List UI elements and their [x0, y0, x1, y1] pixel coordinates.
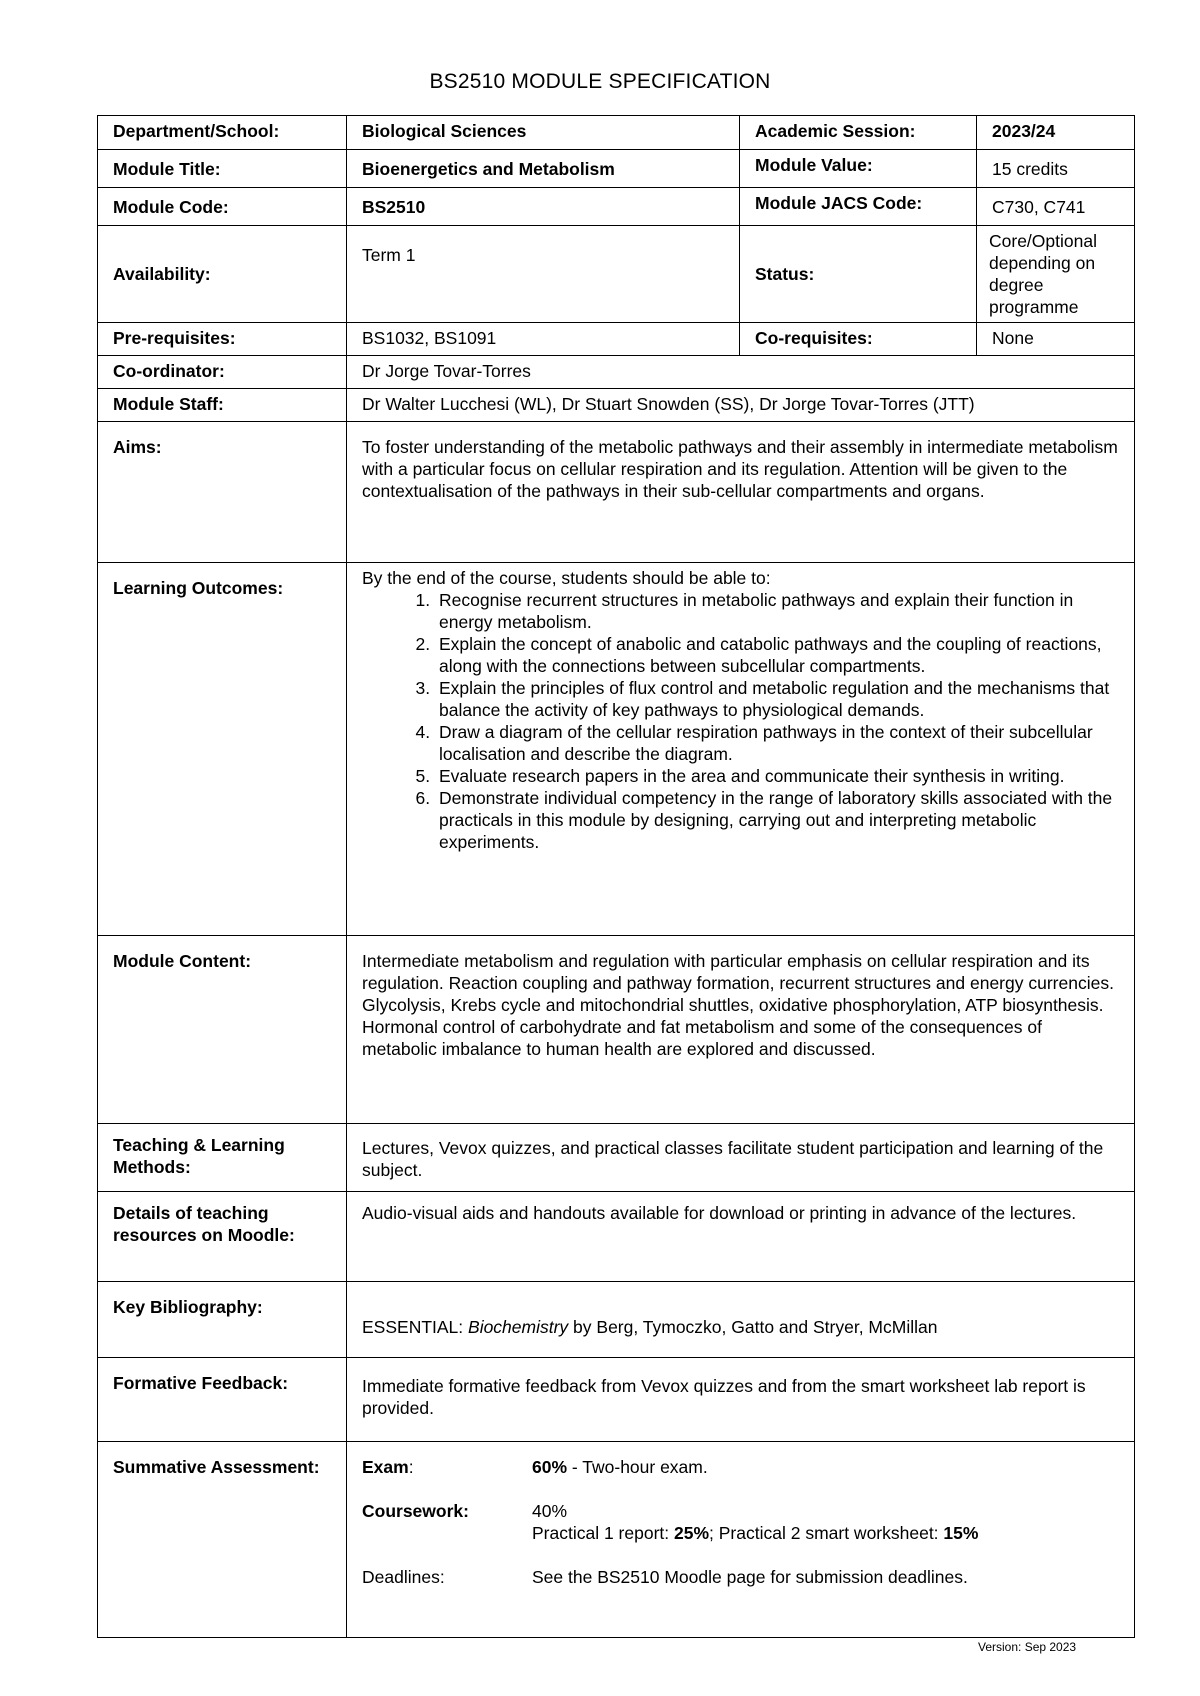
deadlines-value: See the BS2510 Moodle page for submission deadlines.: [532, 1567, 968, 1587]
prerequisites-label: Pre-requisites:: [98, 323, 347, 356]
module-title-label: Module Title:: [98, 150, 347, 188]
status-value: Core/Optional depending on degree programme: [977, 226, 1135, 323]
module-value-value: 15 credits: [977, 150, 1135, 188]
exam-row: [362, 1456, 1120, 1478]
content-label: Module Content:: [98, 936, 347, 1124]
module-title-value: Bioenergetics and Metabolism: [347, 150, 740, 188]
version-footer: Version: Sep 2023: [978, 1640, 1077, 1654]
list-item: 3. Explain the principles of flux control and metabolic regulation and the mechanisms that balance the activity of key pathways to physiological demands.: [435, 677, 1120, 721]
table-row: [98, 563, 1135, 936]
table-row: [98, 936, 1135, 1124]
corequisites-value: None: [977, 323, 1135, 356]
table-row: [98, 389, 1135, 422]
module-code-label: Module Code:: [98, 188, 347, 226]
bibliography-suffix: by Berg, Tymoczko, Gatto and Stryer, McMillan: [568, 1317, 938, 1337]
outcomes-intro: By the end of the course, students should be able to:: [362, 568, 771, 588]
coursework-row: [362, 1500, 1120, 1544]
table-row: [98, 1358, 1135, 1442]
content-value: Intermediate metabolism and regulation with particular emphasis on cellular respiration and its regulation. Reaction coupling and pathway formation, recurrent structures and energy currencies. Glycolysis, Krebs cycle and mitochondrial shuttles, oxidative phosphorylation, ATP biosynthesis. Hormonal control of carbohydrate and fat metabolism and some of the consequences of metabolic imbalance to human health are explored and discussed.: [347, 936, 1135, 1124]
deadlines-label: Deadlines:: [362, 1567, 445, 1587]
list-item: 4. Draw a diagram of the cellular respiration pathways in the context of their subcellular localisation and describe the diagram.: [435, 721, 1120, 765]
resources-value: Audio-visual aids and handouts available for download or printing in advance of the lectures.: [347, 1192, 1135, 1282]
jacs-label: Module JACS Code:: [740, 188, 977, 226]
aims-value: To foster understanding of the metabolic pathways and their assembly in intermediate metabolism with a particular focus on cellular respiration and its regulation. Attention will be given to the contextualisation of the pathways in their sub-cellular compartments and organs.: [347, 422, 1135, 563]
aims-label: Aims:: [98, 422, 347, 563]
practical-2-percent: 15%: [943, 1523, 979, 1543]
resources-label: Details of teaching resources on Moodle:: [98, 1192, 347, 1282]
module-code-value: BS2510: [347, 188, 740, 226]
table-row: [98, 1282, 1135, 1358]
table-row: [98, 150, 1135, 188]
outcomes-list: [362, 589, 1120, 853]
bibliography-value: [347, 1282, 1135, 1358]
teaching-value: Lectures, Vevox quizzes, and practical classes facilitate student participation and learning of the subject.: [347, 1124, 1135, 1192]
jacs-value: C730, C741: [977, 188, 1135, 226]
coordinator-label: Co-ordinator:: [98, 356, 347, 389]
coursework-label: Coursework:: [362, 1501, 469, 1521]
staff-value: Dr Walter Lucchesi (WL), Dr Stuart Snowden (SS), Dr Jorge Tovar-Torres (JTT): [347, 389, 1135, 422]
page-title: BS2510 MODULE SPECIFICATION: [429, 70, 771, 93]
exam-value: [532, 1456, 1120, 1478]
table-row: [98, 1124, 1135, 1192]
status-label: Status:: [740, 226, 977, 323]
module-value-label: Module Value:: [740, 150, 977, 188]
summative-label: Summative Assessment:: [98, 1442, 347, 1638]
department-value: Biological Sciences: [347, 116, 740, 150]
coursework-percent: 40%: [532, 1501, 568, 1521]
coordinator-value: Dr Jorge Tovar-Torres: [347, 356, 1135, 389]
corequisites-label: Co-requisites:: [740, 323, 977, 356]
session-label: Academic Session:: [740, 116, 977, 150]
exam-percent: 60%: [532, 1457, 568, 1477]
table-row: [98, 356, 1135, 389]
table-row: [98, 1192, 1135, 1282]
list-item: 5. Evaluate research papers in the area and communicate their synthesis in writing.: [435, 765, 1120, 787]
list-item: 2. Explain the concept of anabolic and catabolic pathways and the coupling of reactions, along with the connections between subcellular compartments.: [435, 633, 1120, 677]
feedback-label: Formative Feedback:: [98, 1358, 347, 1442]
teaching-label: Teaching & Learning Methods:: [98, 1124, 347, 1192]
availability-value: Term 1: [347, 226, 740, 323]
bibliography-book: Biochemistry: [468, 1317, 569, 1337]
availability-label: Availability:: [98, 226, 347, 323]
staff-label: Module Staff:: [98, 389, 347, 422]
list-item: 1. Recognise recurrent structures in metabolic pathways and explain their function in energy metabolism.: [435, 589, 1120, 633]
exam-label: Exam:: [362, 1457, 414, 1477]
summative-cell: [347, 1442, 1135, 1638]
prerequisites-value: BS1032, BS1091: [347, 323, 740, 356]
outcomes-cell: [347, 563, 1135, 936]
table-row: [98, 116, 1135, 150]
exam-description: - Two-hour exam.: [567, 1457, 708, 1477]
bibliography-label: Key Bibliography:: [98, 1282, 347, 1358]
coursework-breakdown: Practical 1 report: 25%; Practical 2 smart worksheet: 15%: [532, 1523, 979, 1543]
table-row: [98, 1442, 1135, 1638]
bibliography-prefix: ESSENTIAL:: [362, 1317, 469, 1337]
coursework-value: [532, 1500, 1120, 1544]
feedback-value: Immediate formative feedback from Vevox quizzes and from the smart worksheet lab report is provided.: [347, 1358, 1135, 1442]
practical-1-percent: 25%: [674, 1523, 710, 1543]
table-row: [98, 323, 1135, 356]
department-label: Department/School:: [98, 116, 347, 150]
table-row: [98, 226, 1135, 323]
table-row: [98, 422, 1135, 563]
module-spec-table: [97, 115, 1135, 1638]
table-row: [98, 188, 1135, 226]
list-item: 6. Demonstrate individual competency in the range of laboratory skills associated with the practicals in this module by designing, carrying out and interpreting metabolic experiments.: [435, 787, 1120, 853]
outcomes-label: Learning Outcomes:: [98, 563, 347, 936]
deadlines-row: [362, 1566, 1120, 1588]
session-value: 2023/24: [977, 116, 1135, 150]
